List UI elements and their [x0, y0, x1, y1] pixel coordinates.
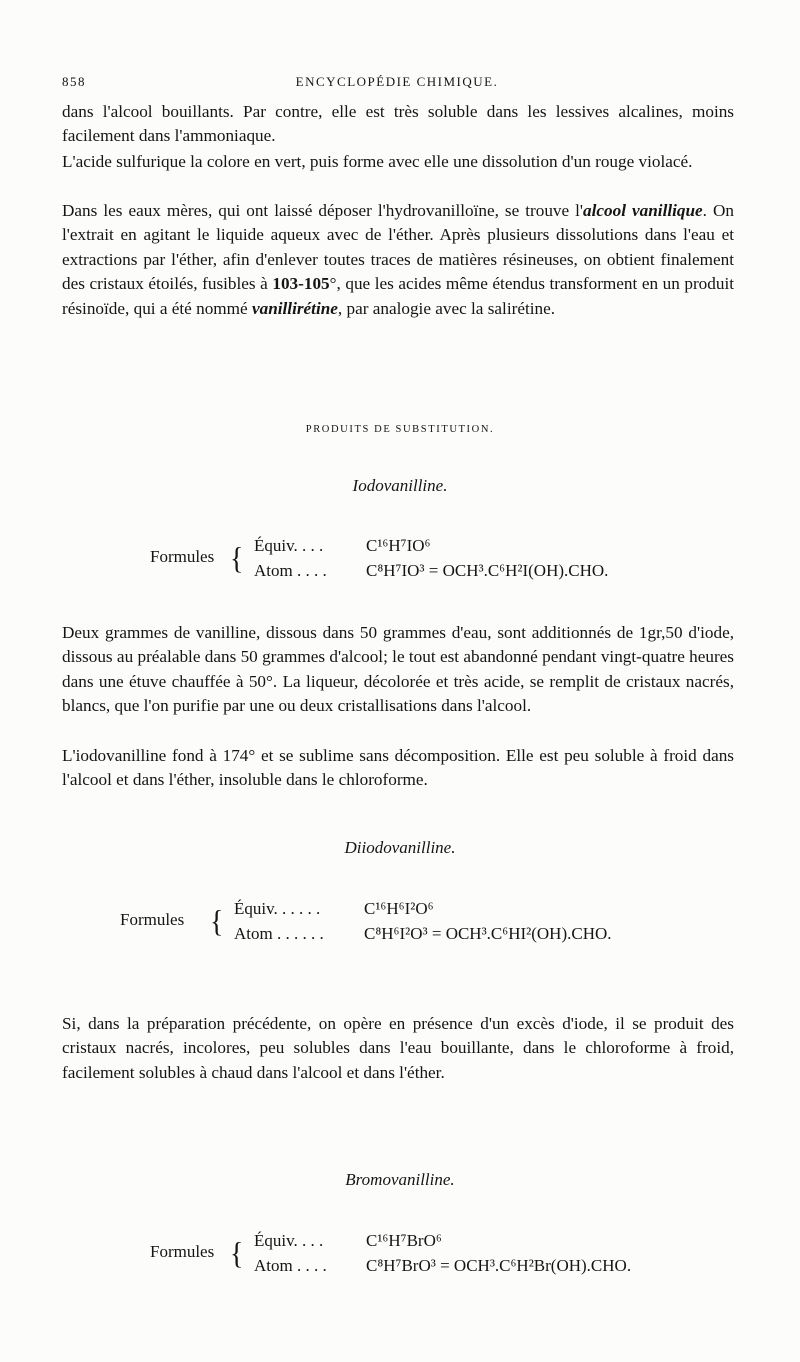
formula-row-equiv	[254, 1231, 442, 1251]
atom-formula: C⁸H⁷IO³ = OCH³.C⁶H²I(OH).CHO.	[366, 561, 609, 580]
brace-glyph: {	[230, 1236, 244, 1271]
equiv-formula: C¹⁶H⁷IO⁶	[366, 536, 431, 555]
atom-label: Atom . . . . . .	[234, 924, 324, 943]
atom-label: Atom . . . .	[254, 561, 327, 580]
formules-label: Formules	[150, 547, 215, 566]
page-number: 858	[62, 74, 86, 89]
term-vanilliretine: vanillirétine	[251, 298, 338, 318]
formula-row-equiv	[254, 536, 430, 556]
term-alcool-vanillique: alcool vanillique	[583, 201, 703, 220]
text-segment: °, que les acides même étendus transforment en un produit résinoïde, qui a été nommé	[62, 274, 734, 318]
compound-title-iodovanilline: Iodovanilline.	[352, 476, 448, 495]
brace-glyph: {	[210, 904, 224, 939]
paragraph-diiodo: Si, dans la préparation précédente, on opère en présence d'un excès d'iode, il se produit des cristaux nacrés, incolores, peu solubles dans l'eau bouillante, dans le chloroforme à froid, facilement solubles à chaud dans l'alcool et dans l'éther.	[62, 1014, 734, 1082]
equiv-formula: C¹⁶H⁶I²O⁶	[364, 899, 434, 918]
atom-label: Atom . . . .	[254, 1256, 327, 1275]
page-header	[62, 72, 732, 94]
formula-block-diiodovanilline	[120, 893, 740, 953]
brace-glyph: {	[230, 541, 244, 576]
formules-label: Formules	[120, 910, 185, 929]
equiv-label: Équiv. . . .	[254, 1231, 324, 1250]
text-segment: , par analogie avec la salirétine.	[337, 298, 556, 318]
text-segment: . On l'extrait en agitant le liquide aqueux avec de l'éther. Après plusieurs dissolutions dans l'eau et extractions par l'éther, afin d'enlever toutes traces de matières résineuses, on obtient finalement des cristaux étoilés, fusibles à	[62, 201, 734, 294]
atom-formula: C⁸H⁶I²O³ = OCH³.C⁶HI²(OH).CHO.	[364, 924, 612, 943]
equiv-label: Équiv. . . .	[254, 536, 324, 555]
compound-title-diiodovanilline: Diiodovanilline.	[344, 838, 456, 857]
melting-point: 103-105	[272, 274, 330, 294]
running-title: ENCYCLOPÉDIE CHIMIQUE.	[295, 74, 499, 89]
paragraph-sulfuric-acid: L'acide sulfurique la colore en vert, puis forme avec elle une dissolution d'un rouge violacé.	[62, 152, 693, 171]
formula-block-bromovanilline	[150, 1225, 770, 1285]
formules-label: Formules	[150, 1242, 215, 1261]
formula-block-iodovanilline	[150, 530, 770, 590]
formula-row-atom	[234, 924, 612, 944]
paragraph-iodo-preparation: Deux grammes de vanilline, dissous dans 50 grammes d'eau, sont additionnés de 1gr,50 d'iode, dissous au préalable dans 50 grammes d'alcool; le tout est abandonné pendant vingt-quatre heures dans une étuve chauffée à 50°. La liqueur, décolorée et très acide, se remplit de cristaux nacrés, blancs, que l'on purifie par une ou deux cristallisations dans l'alcool.	[62, 623, 734, 716]
equiv-formula: C¹⁶H⁷BrO⁶	[366, 1231, 442, 1250]
formula-row-equiv	[234, 899, 434, 919]
paragraph-iodo-properties: L'iodovanilline fond à 174° et se sublime sans décomposition. Elle est peu soluble à froid dans l'alcool et dans l'éther, insoluble dans le chloroforme.	[62, 746, 734, 790]
atom-formula: C⁸H⁷BrO³ = OCH³.C⁶H²Br(OH).CHO.	[366, 1256, 632, 1275]
text-segment: Dans les eaux mères, qui ont laissé déposer l'hydrovanilloïne, se trouve l'	[62, 201, 584, 220]
equiv-label: Équiv. . . . . .	[234, 899, 321, 918]
paragraph-solubility: dans l'alcool bouillants. Par contre, elle est très soluble dans les lessives alcalines, moins facilement dans l'ammoniaque.	[62, 102, 734, 146]
compound-title-bromovanilline: Bromovanilline.	[345, 1170, 455, 1189]
formula-row-atom	[254, 1256, 631, 1276]
paragraph-alcool-vanillique	[62, 199, 734, 321]
section-heading: PRODUITS DE SUBSTITUTION.	[305, 424, 495, 435]
formula-row-atom	[254, 561, 608, 581]
